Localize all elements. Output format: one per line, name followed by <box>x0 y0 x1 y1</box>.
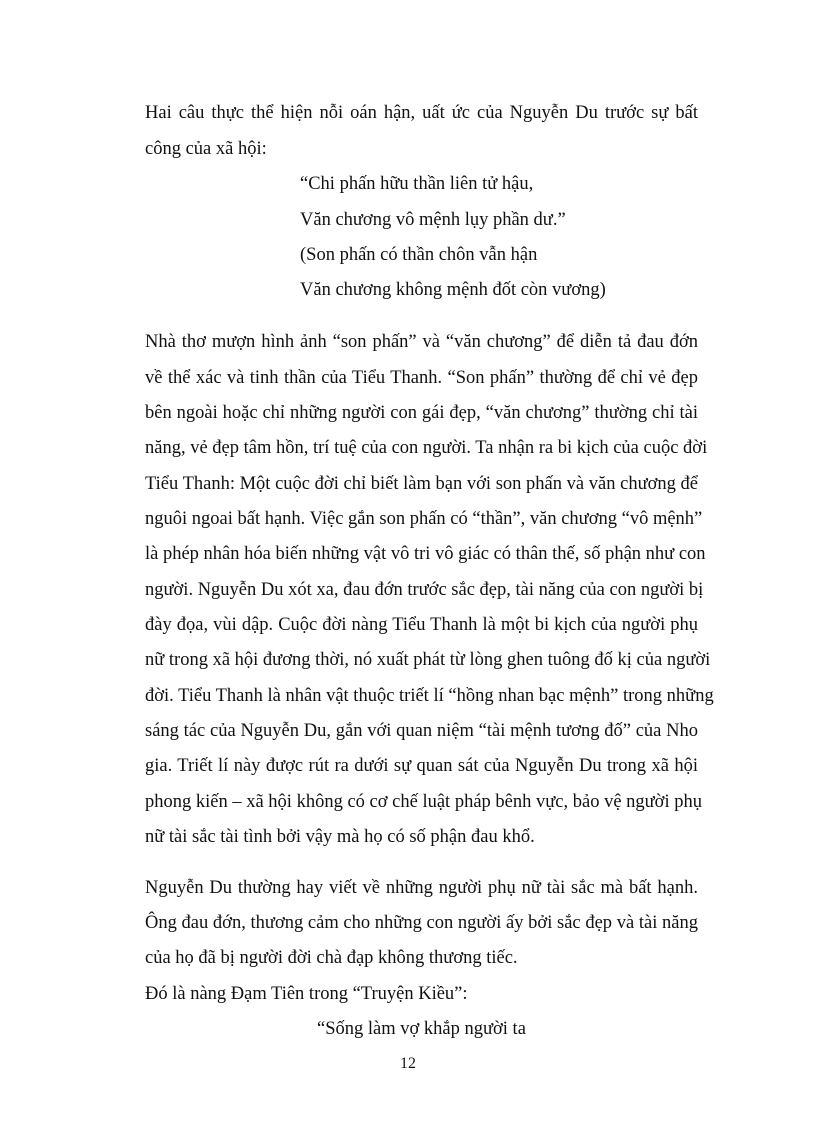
paragraph-2-line-5: Tiểu Thanh: Một cuộc đời chỉ biết làm bạn với son phấn và văn chương để <box>145 474 698 494</box>
paragraph-2-line-1: Nhà thơ mượn hình ảnh “son phấn” và “văn chương” để diễn tả đau đớn <box>145 332 698 352</box>
poem-2-line-1: “Sống làm vợ khắp người ta <box>317 1019 526 1039</box>
paragraph-2-line-6: nguôi ngoai bất hạnh. Việc gắn son phấn có “thần”, văn chương “vô mệnh” <box>145 509 703 529</box>
paragraph-2-line-8: người. Nguyễn Du xót xa, đau đớn trước sắc đẹp, tài năng của con người bị <box>145 580 704 600</box>
paragraph-2-line-15: nữ tài sắc tài tình bởi vậy mà họ có số phận đau khổ. <box>145 827 535 847</box>
paragraph-3-line-3: của họ đã bị người đời chà đạp không thương tiếc. <box>145 948 518 968</box>
paragraph-2-line-11: đời. Tiểu Thanh là nhân vật thuộc triết lí “hồng nhan bạc mệnh” trong những <box>145 686 714 706</box>
page-number: 12 <box>400 1055 416 1072</box>
paragraph-1-line-1: Hai câu thực thể hiện nỗi oán hận, uất ức của Nguyễn Du trước sự bất <box>145 103 698 123</box>
paragraph-2-line-3: bên ngoài hoặc chỉ những người con gái đẹp, “văn chương” thường chỉ tài <box>145 403 698 423</box>
paragraph-2-line-2: về thể xác và tinh thần của Tiểu Thanh. “Son phấn” thường để chỉ vẻ đẹp <box>145 368 698 388</box>
poem-1-line-4: Văn chương không mệnh đốt còn vương) <box>300 280 606 300</box>
paragraph-2-line-9: đày đọa, vùi dập. Cuộc đời nàng Tiểu Thanh là một bi kịch của người phụ <box>145 615 698 635</box>
paragraph-3-line-2: Ông đau đớn, thương cảm cho những con người ấy bởi sắc đẹp và tài năng <box>145 913 698 933</box>
poem-1-line-2: Văn chương vô mệnh lụy phần dư.” <box>300 210 566 230</box>
paragraph-2-line-7: là phép nhân hóa biến những vật vô tri vô giác có thân thế, số phận như con <box>145 544 706 564</box>
paragraph-2-line-4: năng, vẻ đẹp tâm hồn, trí tuệ của con người. Ta nhận ra bi kịch của cuộc đời <box>145 438 708 458</box>
paragraph-2-line-14: phong kiến – xã hội không có cơ chế luật pháp bênh vực, bảo vệ người phụ <box>145 792 702 812</box>
paragraph-1-line-2: công của xã hội: <box>145 139 267 159</box>
paragraph-3-line-1: Nguyễn Du thường hay viết về những người phụ nữ tài sắc mà bất hạnh. <box>145 878 698 898</box>
paragraph-2-line-10: nữ trong xã hội đương thời, nó xuất phát từ lòng ghen tuông đố kị của người <box>145 650 711 670</box>
poem-1-line-1: “Chi phấn hữu thần liên tử hậu, <box>300 174 534 194</box>
paragraph-2-line-12: sáng tác của Nguyễn Du, gắn với quan niệm “tài mệnh tương đố” của Nho <box>145 721 698 741</box>
paragraph-2-line-13: gia. Triết lí này được rút ra dưới sự quan sát của Nguyễn Du trong xã hội <box>145 756 698 776</box>
poem-1-line-3: (Son phấn có thần chôn vẫn hận <box>300 245 538 265</box>
paragraph-4: Đó là nàng Đạm Tiên trong “Truyện Kiều”: <box>145 984 468 1004</box>
